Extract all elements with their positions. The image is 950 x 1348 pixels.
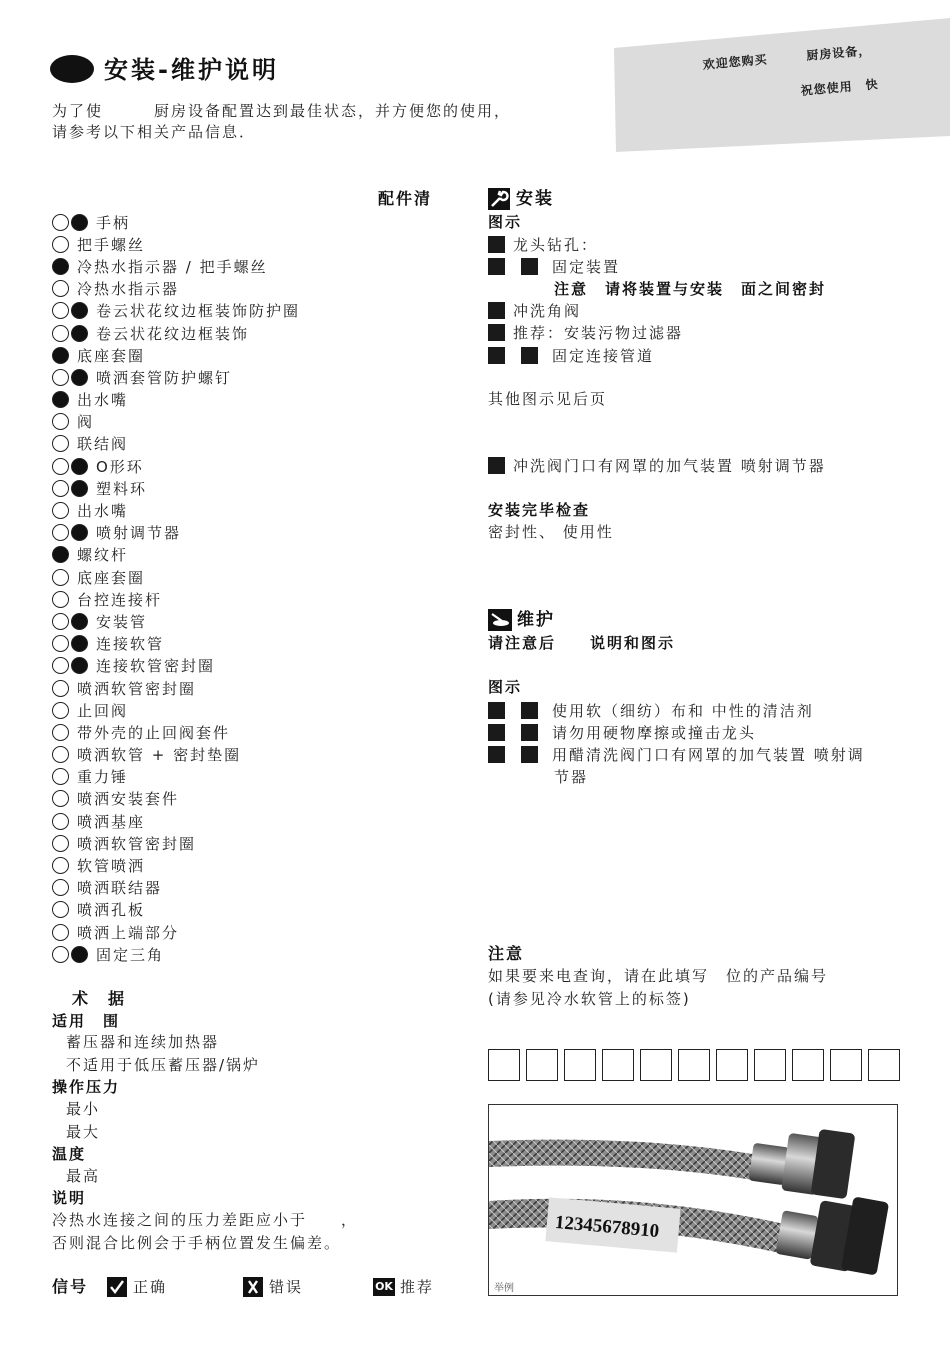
- empty-circle-icon: [52, 813, 69, 830]
- product-number-digit-box[interactable]: [564, 1049, 596, 1081]
- step-label: 固定连接管道: [552, 346, 655, 365]
- note-line-1: 冷热水连接之间的压力差距应小于 ，: [52, 1211, 359, 1229]
- parts-item-label: 喷洒软管密封圈: [77, 679, 197, 698]
- parts-item-label: 喷洒联结器: [77, 879, 163, 898]
- install-step: [488, 233, 928, 255]
- filled-circle-icon: [71, 946, 88, 963]
- hose-label-number: 12345678910: [554, 1211, 661, 1243]
- parts-list-item: [52, 477, 300, 499]
- filled-circle-icon: [52, 546, 69, 563]
- empty-circle-icon: [52, 835, 69, 852]
- empty-circle-icon: [52, 280, 69, 297]
- parts-item-label: 重力锤: [77, 768, 129, 787]
- pressure-max: 最大: [66, 1123, 101, 1141]
- step-label: 用醋清洗阀门口有网罩的加气装置 喷射调: [552, 745, 865, 764]
- parts-item-label: 喷洒软管密封圈: [77, 834, 197, 853]
- parts-list-item: [52, 522, 300, 544]
- parts-item-label: 底座套圈: [77, 346, 146, 365]
- parts-list-item: [52, 544, 300, 566]
- parts-list-item: [52, 832, 300, 854]
- empty-circle-icon: [52, 524, 69, 541]
- maintenance-step-cont: [488, 766, 928, 788]
- parts-item-label: 卷云状花纹边框装饰防护圈: [96, 302, 301, 321]
- legend-correct: 正确: [133, 1278, 168, 1296]
- parts-item-label: 阀: [77, 413, 95, 432]
- parts-list-item: [52, 300, 300, 322]
- parts-list-item: [52, 744, 300, 766]
- parts-item-label: 喷洒软管 + 密封垫圈: [77, 746, 242, 765]
- parts-list-item: [52, 899, 300, 921]
- empty-circle-icon: [52, 924, 69, 941]
- empty-circle-icon: [52, 480, 69, 497]
- empty-circle-icon: [52, 946, 69, 963]
- parts-item-label: 喷洒上端部分: [77, 923, 180, 942]
- step-label: 固定装置: [552, 257, 621, 276]
- parts-list-item: [52, 211, 300, 233]
- parts-list-item: [52, 943, 300, 965]
- filled-circle-icon: [52, 258, 69, 275]
- note-line-2: 否则混合比例会于手柄位置发生偏差。: [52, 1234, 342, 1252]
- parts-item-label: 喷洒安装套件: [77, 790, 180, 809]
- empty-circle-icon: [52, 768, 69, 785]
- empty-circle-icon: [52, 591, 69, 608]
- legend-heading: 信号: [52, 1277, 89, 1296]
- parts-item-label: 联结阀: [77, 435, 129, 454]
- filled-circle-icon: [71, 214, 88, 231]
- parts-list: [52, 211, 300, 965]
- parts-list-item: [52, 854, 300, 876]
- check-heading: 安装完毕检查: [488, 501, 591, 519]
- more-figures-note: 其他图示见后页: [488, 390, 608, 408]
- parts-list-item: [52, 610, 300, 632]
- page-title: 安装-维护说明: [104, 56, 279, 84]
- parts-item-label: 连接软管: [96, 635, 165, 654]
- maintenance-figure-heading: 图示: [488, 678, 523, 696]
- product-number-digit-box[interactable]: [792, 1049, 824, 1081]
- attention-text: 注意 请将装置与安装 面之间密封: [554, 279, 827, 298]
- parts-item-label: 连接软管密封圈: [96, 657, 216, 676]
- parts-list-item: [52, 233, 300, 255]
- parts-item-label: 塑料环: [96, 479, 148, 498]
- parts-item-label: 手柄: [96, 213, 131, 232]
- step-number-box: [488, 746, 505, 763]
- empty-circle-icon: [52, 901, 69, 918]
- parts-list-item: [52, 344, 300, 366]
- maintenance-title: 维护: [517, 610, 555, 630]
- parts-list-item: [52, 566, 300, 588]
- empty-circle-icon: [52, 502, 69, 519]
- product-note-line-1: 如果要来电查询，请在此填写 位的产品编号: [488, 967, 829, 985]
- step-label: 节器: [554, 768, 589, 787]
- empty-circle-icon: [52, 413, 69, 430]
- step-number-box: [521, 347, 538, 364]
- scope-line-2: 不适用于低压蓄压器/锅炉: [66, 1056, 261, 1074]
- product-number-boxes: [488, 1049, 900, 1081]
- step-number-box: [488, 236, 505, 253]
- parts-list-item: [52, 255, 300, 277]
- step-label: 冲洗角阀: [513, 302, 582, 321]
- cleaning-icon: [488, 609, 512, 631]
- maintenance-subtitle: 请注意后 说明和图示: [488, 634, 676, 652]
- empty-circle-icon: [52, 613, 69, 630]
- parts-item-label: 台控连接杆: [77, 590, 163, 609]
- install-attention: [488, 277, 928, 299]
- tech-data-title: 术 据: [72, 989, 127, 1008]
- install-step: [488, 255, 928, 277]
- ok-badge-icon: OK: [373, 1278, 395, 1296]
- photo-caption: 举例: [494, 1283, 514, 1294]
- filled-circle-icon: [71, 657, 88, 674]
- product-number-digit-box[interactable]: [488, 1049, 520, 1081]
- step-number-box: [521, 258, 538, 275]
- product-number-digit-box[interactable]: [640, 1049, 672, 1081]
- step-number-box: [488, 324, 505, 341]
- filled-circle-icon: [71, 302, 88, 319]
- parts-list-item: [52, 655, 300, 677]
- intro-line-2: 请参考以下相关产品信息．: [52, 123, 257, 141]
- product-number-digit-box[interactable]: [678, 1049, 710, 1081]
- empty-circle-icon: [52, 236, 69, 253]
- install-step: [488, 344, 928, 366]
- empty-circle-icon: [52, 369, 69, 386]
- cross-icon: [243, 1277, 263, 1297]
- empty-circle-icon: [52, 680, 69, 697]
- step-number-box: [521, 702, 538, 719]
- parts-list-item: [52, 455, 300, 477]
- parts-item-label: 冷热水指示器 / 把手螺丝: [77, 257, 268, 276]
- parts-item-label: 安装管: [96, 612, 148, 631]
- product-number-digit-box[interactable]: [830, 1049, 862, 1081]
- temperature-heading: 温度: [52, 1145, 87, 1163]
- filled-circle-icon: [71, 325, 88, 342]
- parts-item-label: 出水嘴: [77, 502, 129, 521]
- parts-item-label: 喷洒孔板: [77, 901, 146, 920]
- parts-list-item: [52, 633, 300, 655]
- parts-list-item: [52, 699, 300, 721]
- parts-list-item: [52, 389, 300, 411]
- parts-list-item: [52, 278, 300, 300]
- hose-illustration: [489, 1105, 898, 1296]
- parts-item-label: 喷洒套管防护螺钉: [96, 368, 233, 387]
- filled-circle-icon: [71, 613, 88, 630]
- maintenance-steps: [488, 699, 928, 788]
- empty-circle-icon: [52, 302, 69, 319]
- parts-item-label: 冷热水指示器: [77, 280, 180, 299]
- step-number-box: [488, 302, 505, 319]
- scope-line-1: 蓄压器和连续加热器: [66, 1033, 220, 1051]
- filled-circle-icon: [52, 347, 69, 364]
- parts-list-item: [52, 433, 300, 455]
- checkmark-icon: [107, 1277, 127, 1297]
- parts-list-item: [52, 810, 300, 832]
- empty-circle-icon: [52, 702, 69, 719]
- empty-circle-icon: [52, 657, 69, 674]
- parts-list-item: [52, 366, 300, 388]
- parts-item-label: 软管喷洒: [77, 857, 146, 876]
- empty-circle-icon: [52, 214, 69, 231]
- empty-circle-icon: [52, 569, 69, 586]
- legend-recommend: 推荐: [400, 1278, 435, 1296]
- welcome-line-2: 祝您使用 快: [800, 77, 880, 98]
- product-note-line-2: (请参见冷水软管上的标签): [488, 990, 691, 1008]
- parts-item-label: 出水嘴: [77, 391, 129, 410]
- step-label: 龙头钻孔：: [513, 235, 599, 254]
- product-number-digit-box[interactable]: [868, 1049, 900, 1081]
- parts-list-item: [52, 788, 300, 810]
- step-number-box: [488, 258, 505, 275]
- flush-step-label: 冲洗阀门口有网罩的加气装置 喷射调节器: [513, 456, 826, 475]
- product-number-digit-box[interactable]: [526, 1049, 558, 1081]
- step-number-box: [521, 724, 538, 741]
- parts-item-label: 把手螺丝: [77, 235, 146, 254]
- step-number-box: [488, 347, 505, 364]
- filled-circle-icon: [71, 480, 88, 497]
- parts-item-label: 卷云状花纹边框装饰: [96, 324, 250, 343]
- parts-item-label: 螺纹杆: [77, 546, 129, 565]
- step-label: 使用软（细纺）布和 中性的清洁剂: [552, 701, 814, 720]
- parts-list-item: [52, 499, 300, 521]
- parts-item-label: 喷射调节器: [96, 524, 182, 543]
- parts-item-label: 带外壳的止回阀套件: [77, 723, 231, 742]
- empty-circle-icon: [52, 325, 69, 342]
- maintenance-step: [488, 721, 928, 743]
- empty-circle-icon: [52, 724, 69, 741]
- filled-circle-icon: [71, 458, 88, 475]
- pressure-min: 最小: [66, 1100, 101, 1118]
- filled-circle-icon: [71, 524, 88, 541]
- product-number-digit-box[interactable]: [602, 1049, 634, 1081]
- parts-list-item: [52, 766, 300, 788]
- install-title: 安装: [516, 189, 554, 209]
- filled-circle-icon: [71, 635, 88, 652]
- parts-item-label: 底座套圈: [77, 568, 146, 587]
- parts-list-item: [52, 921, 300, 943]
- install-figure-heading: 图示: [488, 213, 523, 231]
- parts-list-item: [52, 322, 300, 344]
- parts-item-label: O形环: [96, 457, 144, 476]
- note-heading: 说明: [52, 1189, 87, 1207]
- empty-circle-icon: [52, 879, 69, 896]
- parts-item-label: 喷洒基座: [77, 812, 146, 831]
- product-number-digit-box[interactable]: [754, 1049, 786, 1081]
- wrench-icon: [488, 188, 510, 210]
- flush-step: [488, 454, 826, 476]
- empty-circle-icon: [52, 746, 69, 763]
- check-text: 密封性、 使用性: [488, 523, 614, 541]
- pressure-heading: 操作压力: [52, 1078, 121, 1096]
- parts-list-item: [52, 411, 300, 433]
- step-number-box: [488, 457, 505, 474]
- step-number-box: [521, 746, 538, 763]
- maintenance-step: [488, 743, 928, 765]
- hose-photo: [488, 1104, 898, 1296]
- parts-list-item: [52, 877, 300, 899]
- step-label: 请勿用硬物摩擦或撞击龙头: [552, 723, 757, 742]
- filled-circle-icon: [71, 369, 88, 386]
- step-number-box: [488, 702, 505, 719]
- scope-heading: 适用 围: [52, 1012, 121, 1030]
- parts-list-item: [52, 588, 300, 610]
- empty-circle-icon: [52, 458, 69, 475]
- parts-item-label: 固定三角: [96, 945, 165, 964]
- parts-list-item: [52, 677, 300, 699]
- legend-wrong: 错误: [269, 1278, 304, 1296]
- install-step: [488, 300, 928, 322]
- empty-circle-icon: [52, 790, 69, 807]
- empty-circle-icon: [52, 635, 69, 652]
- welcome-line-1: 欢迎您购买 厨房设备，: [702, 43, 872, 72]
- filled-circle-icon: [52, 391, 69, 408]
- parts-list-title: 配件清: [378, 189, 433, 208]
- product-number-digit-box[interactable]: [716, 1049, 748, 1081]
- empty-circle-icon: [52, 435, 69, 452]
- maintenance-step: [488, 699, 928, 721]
- intro-line-1: 为了使 厨房设备配置达到最佳状态，并方便您的使用，: [52, 102, 512, 120]
- parts-item-label: 止回阀: [77, 701, 129, 720]
- welcome-banner: [612, 18, 950, 152]
- product-note-heading: 注意: [488, 944, 525, 963]
- empty-circle-icon: [52, 857, 69, 874]
- install-step: [488, 322, 928, 344]
- parts-list-item: [52, 721, 300, 743]
- install-steps: [488, 233, 928, 366]
- step-label: 推荐：安装污物过滤器: [513, 324, 684, 343]
- step-number-box: [488, 724, 505, 741]
- temperature-max: 最高: [66, 1167, 101, 1185]
- title-bullet-oval: [50, 55, 94, 83]
